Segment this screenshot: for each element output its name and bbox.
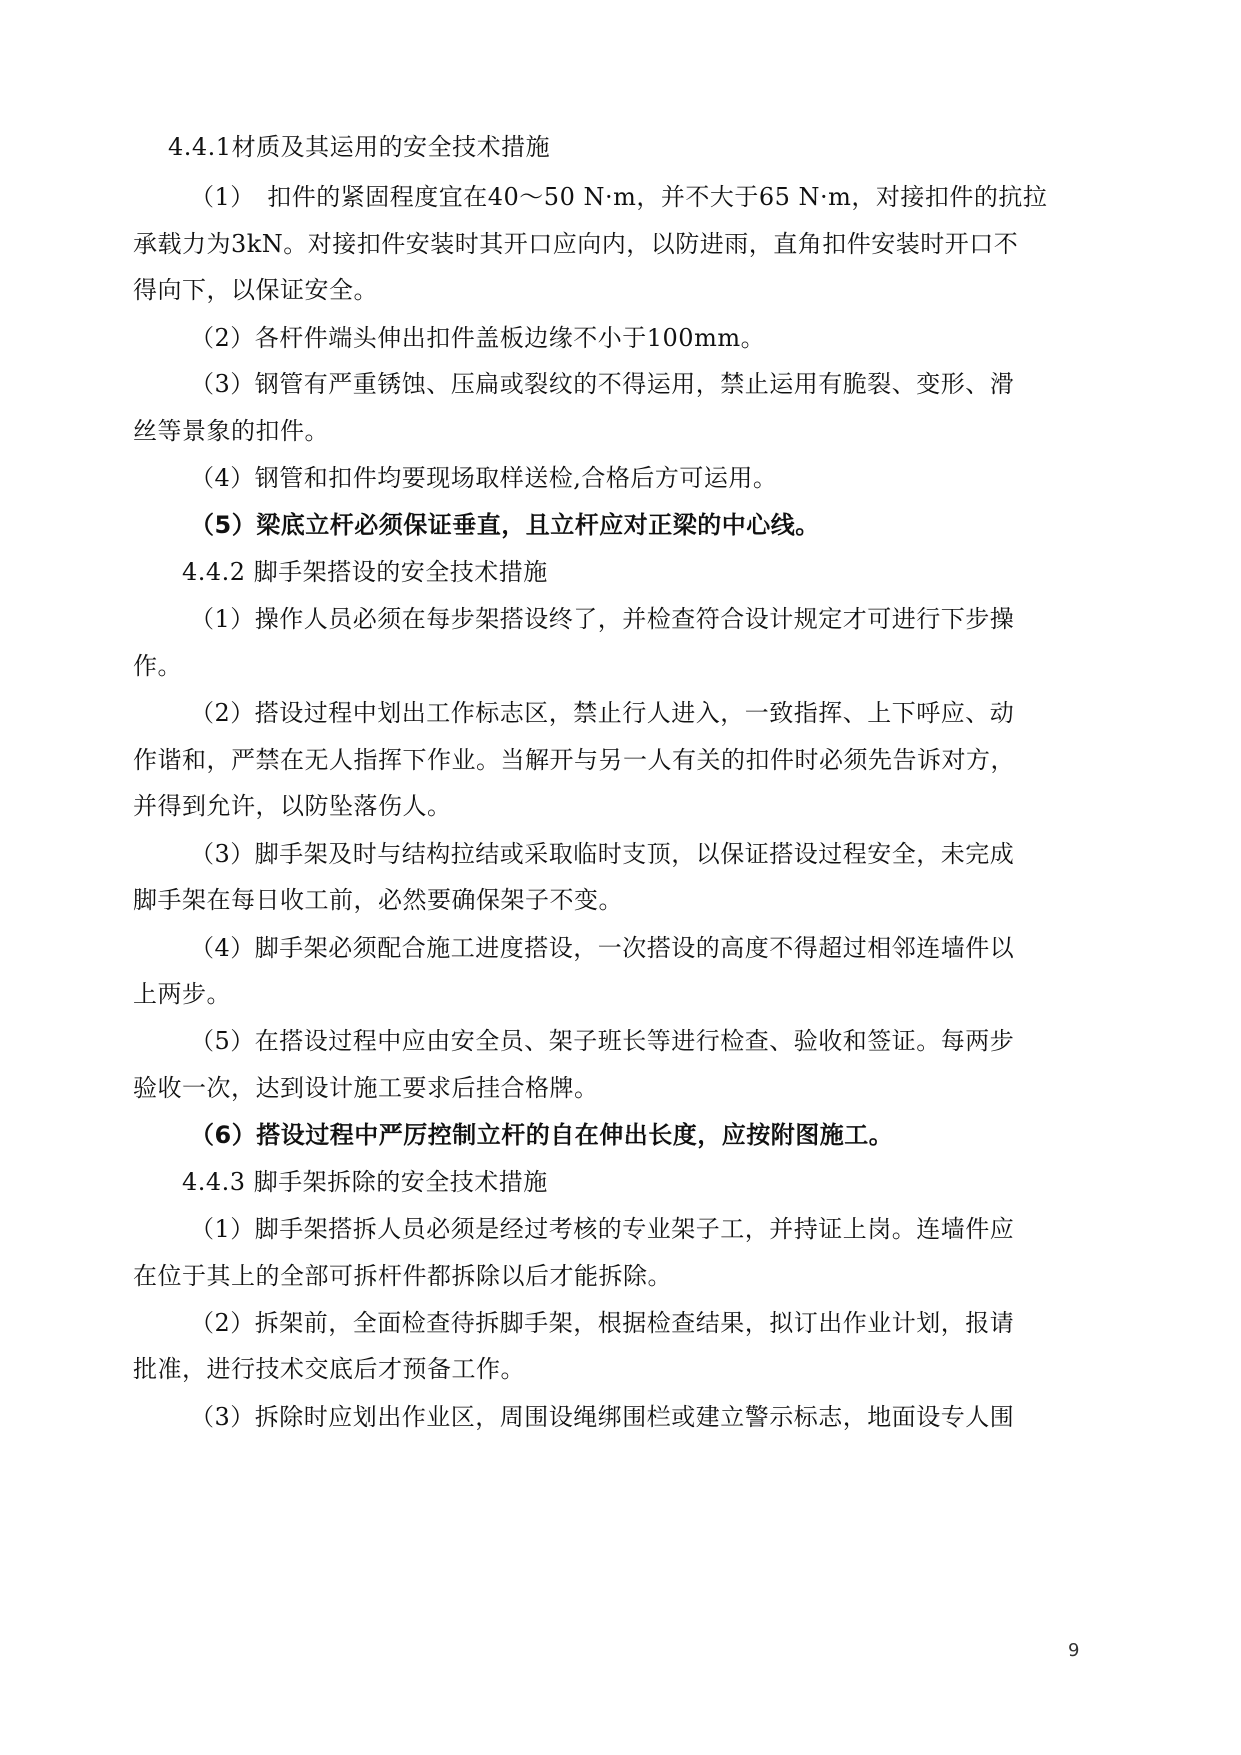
paragraph-line: （5）在搭设过程中应由安全员、架子班长等进行检查、验收和签证。每两步 xyxy=(190,1027,1015,1055)
paragraph-line: 批准，进行技术交底后才预备工作。 xyxy=(133,1355,525,1383)
paragraph-line: （1）脚手架搭拆人员必须是经过考核的专业架子工，并持证上岗。连墙件应 xyxy=(190,1215,1015,1243)
paragraph-line: 作。 xyxy=(133,652,182,680)
paragraph-line: 并得到允许，以防坠落伤人。 xyxy=(133,792,452,820)
paragraph-line: （2）各杆件端头伸出扣件盖板边缘不小于100mm。 xyxy=(190,324,766,352)
paragraph-line: （3）拆除时应划出作业区，周围设绳绑围栏或建立警示标志，地面设专人围 xyxy=(190,1403,1015,1431)
bold-paragraph-line: （6）搭设过程中严厉控制立杆的自在伸出长度，应按附图施工。 xyxy=(190,1121,894,1149)
paragraph-line: 作谐和，严禁在无人指挥下作业。当解开与另一人有关的扣件时必须先告诉对方， xyxy=(133,746,1015,774)
section-heading-4-4-2: 4.4.2 脚手架搭设的安全技术措施 xyxy=(182,558,548,586)
paragraph-line: （1）操作人员必须在每步架搭设终了，并检查符合设计规定才可进行下步操 xyxy=(190,605,1015,633)
section-heading-4-4-1: 4.4.1材质及其运用的安全技术措施 xyxy=(168,133,551,161)
paragraph-line: （1） 扣件的紧固程度宜在40～50 N·m，并不大于65 N·m，对接扣件的抗拉 xyxy=(190,183,1048,211)
paragraph-line: 在位于其上的全部可拆杆件都拆除以后才能拆除。 xyxy=(133,1262,672,1290)
paragraph-line: 丝等景象的扣件。 xyxy=(133,417,329,445)
paragraph-line: （4）脚手架必须配合施工进度搭设，一次搭设的高度不得超过相邻连墙件以 xyxy=(190,934,1015,962)
paragraph-line: 上两步。 xyxy=(133,980,231,1008)
section-heading-4-4-3: 4.4.3 脚手架拆除的安全技术措施 xyxy=(182,1168,548,1196)
paragraph-line: （2）搭设过程中划出工作标志区，禁止行人进入，一致指挥、上下呼应、动 xyxy=(190,699,1015,727)
page-number: 9 xyxy=(1068,1640,1080,1661)
paragraph-line: （2）拆架前，全面检查待拆脚手架，根据检查结果，拟订出作业计划，报请 xyxy=(190,1309,1015,1337)
bold-paragraph-line: （5）梁底立杆必须保证垂直，且立杆应对正梁的中心线。 xyxy=(190,511,820,539)
paragraph-line: 验收一次，达到设计施工要求后挂合格牌。 xyxy=(133,1074,599,1102)
paragraph-line: 脚手架在每日收工前，必然要确保架子不变。 xyxy=(133,886,623,914)
paragraph-line: 承载力为3kN。对接扣件安装时其开口应向内，以防进雨，直角扣件安装时开口不 xyxy=(133,230,1019,258)
paragraph-line: （3）脚手架及时与结构拉结或采取临时支顶，以保证搭设过程安全，未完成 xyxy=(190,840,1015,868)
paragraph-line: 得向下，以保证安全。 xyxy=(133,276,378,304)
paragraph-line: （3）钢管有严重锈蚀、压扁或裂纹的不得运用，禁止运用有脆裂、变形、滑 xyxy=(190,370,1015,398)
paragraph-line: （4）钢管和扣件均要现场取样送检,合格后方可运用。 xyxy=(190,464,778,492)
